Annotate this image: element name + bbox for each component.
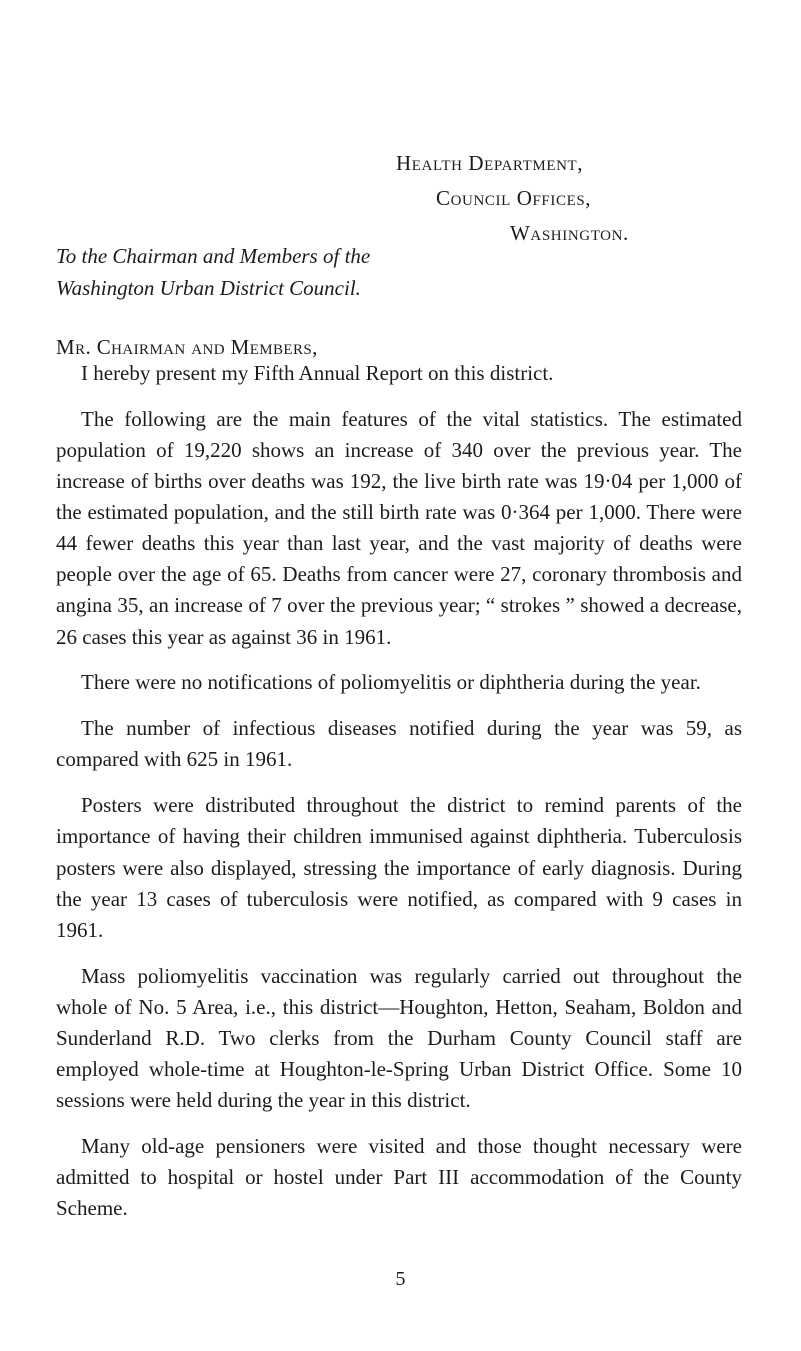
paragraph-notifications: There were no notifications of poliomyelitis or diphtheria during the year.: [81, 670, 701, 695]
greeting: Mr. Chairman and Members,: [56, 335, 318, 359]
recipient-line-2: Washington Urban District Council.: [56, 276, 361, 300]
report-body: [56, 358, 742, 1239]
recipient-line-1: To the Chairman and Members of the: [56, 244, 371, 268]
address-line-town: Washington.: [510, 221, 629, 245]
paragraph-pensioners: Many old-age pensioners were visited and those thought necessary were admitted to hospital or hostel under Part III accommodation of the County Scheme.: [56, 1133, 742, 1221]
sender-address: [396, 146, 776, 251]
address-line-department: Health Department,: [396, 151, 584, 175]
paragraph-intro: I hereby present my Fifth Annual Report on this district.: [81, 361, 554, 385]
paragraph-infectious-diseases: The number of infectious diseases notified during the year was 59, as compared with 625 in 1961.: [56, 716, 742, 772]
paragraph-vital-statistics: The following are the main features of the vital statistics. The estimated population of 19,220 shows an increase of 340 over the previous year. The increase of births over deaths was 192, the live birth rate was 19·04 per 1,000 of the estimated population, and the still birth rate was 0·364 per 1,000. There were 44 fewer deaths this year than last year, and the vast majority of deaths were people over the age of 65. Deaths from cancer were 27, coronary thrombosis and angina 35, an increase of 7 over the previous year; “ strokes ” showed a decrease, 26 cases this year as against 36 in 1961.: [56, 406, 742, 649]
paragraph-vaccination: Mass poliomyelitis vaccination was regularly carried out throughout the whole of No. 5 Area, i.e., this district—Houghton, Hetton, Seaham, Boldon and Sunderland R.D. Two clerks from the Durham County Council staff are employed whole-time at Houghton-le-Spring Urban District Office. Some 10 sessions were held during the year in this district.: [56, 963, 742, 1112]
paragraph-posters: Posters were distributed throughout the district to remind parents of the importance of having their children immunised against diphtheria. Tuberculosis posters were also displayed, stressing the importance of early diagnosis. During the year 13 cases of tuberculosis were notified, as compared with 9 cases in 1961.: [56, 793, 742, 942]
address-line-offices: Council Offices,: [436, 186, 592, 210]
page-number: 5: [395, 1268, 406, 1290]
recipient-block: [56, 240, 616, 304]
